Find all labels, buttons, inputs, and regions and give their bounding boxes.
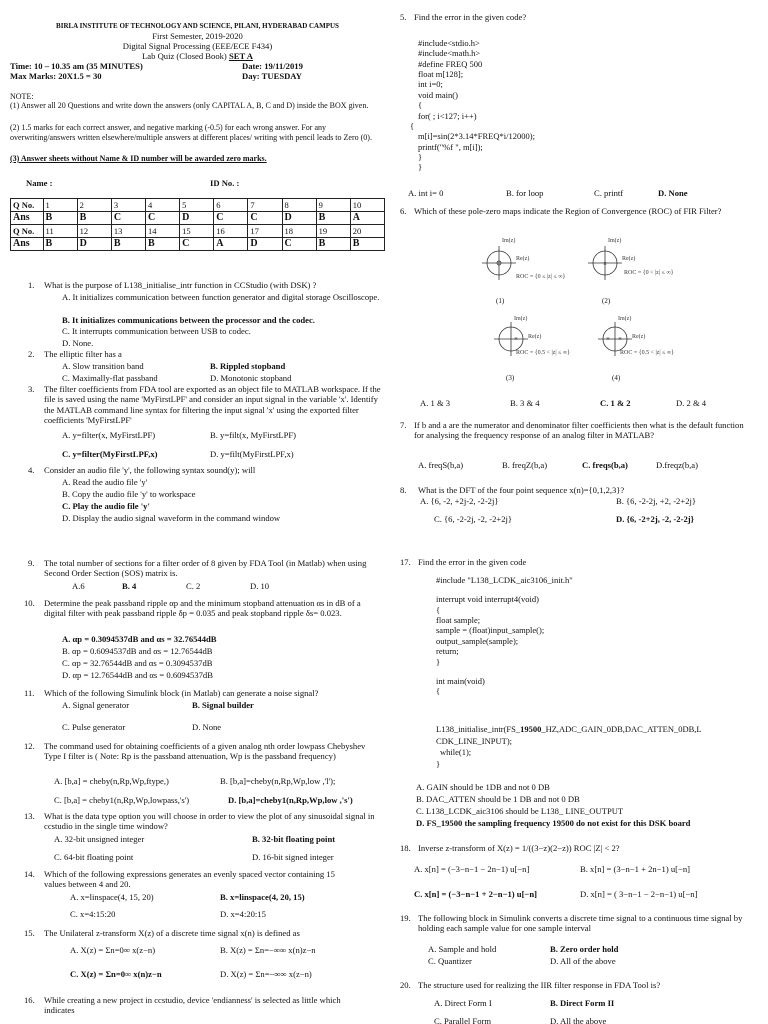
svg-text:×: × bbox=[603, 260, 607, 268]
svg-text:×: × bbox=[606, 335, 610, 343]
question-text: The Unilateral z-transform X(z) of a discrete time signal x(n) is defined as bbox=[44, 928, 300, 938]
option-d[interactable]: D. x=4:20:15 bbox=[220, 909, 266, 919]
im-label: Im(z) bbox=[618, 316, 632, 322]
answer-cell[interactable]: A bbox=[214, 238, 248, 251]
table-cell: 19 bbox=[316, 225, 350, 238]
time-line bbox=[10, 61, 385, 71]
option-a[interactable]: A. freqS(b,a) bbox=[418, 460, 464, 470]
svg-text:×: × bbox=[618, 335, 622, 343]
table-cell: 7 bbox=[248, 199, 282, 212]
answer-cell[interactable]: D bbox=[180, 212, 214, 225]
code-line: for( ; i<127; i++) bbox=[418, 110, 477, 121]
question-text: Determine the peak passband ripple αp and the minimum stopband attenuation αs in dB of a digital filter with peak passband ripple δp = 0.035 and peak stopband ripple δs= 0.023. bbox=[44, 598, 361, 619]
option-b[interactable]: B. x[n] = (3−n−1 + 2n−1) u[−n] bbox=[580, 864, 690, 874]
answer-cell[interactable]: C bbox=[145, 212, 179, 225]
option-d[interactable]: D. 2 & 4 bbox=[676, 398, 707, 408]
option-d[interactable]: D. All of the above bbox=[550, 956, 616, 966]
re-label: Re(z) bbox=[622, 256, 636, 262]
id-label: ID No. : bbox=[210, 178, 240, 188]
code-line: printf("%f ", m[i]); bbox=[418, 141, 483, 152]
date: Date: 19/11/2019 bbox=[242, 61, 303, 71]
code-block bbox=[436, 575, 573, 697]
question-text: The following block in Simulink converts a discrete time signal to a continuous time signal by holding each sample value for one sample interval bbox=[418, 913, 743, 934]
table-cell: 2 bbox=[77, 199, 111, 212]
option-c[interactable]: C. {6, -2-2j, -2, -2+2j} bbox=[434, 514, 513, 524]
option-d[interactable]: D. All the above bbox=[550, 1016, 607, 1024]
right-column: 5. Find the error in the given code? #include<stdio.h> #include<math.h> #define FREQ 500 float m[128]; int i=0; void main() { for( ; i<127; i++) { m[i]=sin(2*3.14*FREQ*i/12000); printf("%f ", m[i]); } } A. int i= 0 B. for loop C. printf D. None 6. Which of these pole-zero maps indicate the Region of Convergence (ROC) of FIR Filter? Im(z) Re(z) ROC = {0 ≤ |z| ≤ ∞} (1) × Im(z) Re(z) ROC = {0 < |z| ≤ ∞} (2) × Im(z) Re(z) ROC = {0.5 < |z| ≤ ∞} (3) × × Im(z) Re(z) ROC = {0.5 < |z| ≤ ∞} (4) A. 1 & 3 B. 3 & 4 C. 1 & 2 D. 2 & 4 7. If b and a are the numerator and denominator filter coefficients then what is the default function for analysing the frequency response of an analog filter in MATLAB? A. freqS(b,a) B. freqZ(b,a) C. freqs(b,a) D.freqz(b,a) 8. What is the DFT of the four point sequence x(n)={0,1,2,3}? A. {6, -2, +2j-2, -2-2j} B. {6, -2-2j, +2, -2+2j} C. {6, -2-2j, -2, -2+2j} D. {6, -2+2j, -2, -2-2j} 17. Find the error in the given code #include "L138_LCDK_aic3106_init.h" interrupt void interrupt4(void) { float sample; sample = (float)input_sample(); output_sample(sample); return; } int main(void) { L138_initialise_intr(FS_19500_HZ,ADC_GAIN_0DB,DAC_ATTEN_0DB,L CDK_LINE_INPUT); while(1); } A. GAIN should be 1DB and not 0 DB B. DAC_ATTEN should be 1 DB and not 0 DB C. L138_LCDK_aic3106 should be L138_ LINE_OUTPUT D. FS_19500 the sampling frequency 19500 do not exist for this DSK board 18. Inverse z-transform of X(z) = 1/((3−z)(2−z)) ROC |Z| < 2? A. x[n] = (−3−n−1 − 2n−1) u[−n] B. x[n] = (3−n−1 + 2n−1) u[−n] C. x[n] = (−3−n−1 + 2−n−1) u[−n] D. x[n] = ( 3−n−1 − 2−n−1) u[−n] 19. The following block in Simulink converts a discrete time signal to a continuous time signal by holding each sample value for one sample interval A. Sample and hold B. Zero order hold C. Quantizer D. All of the above 20. The structure used for realizing the IIR filter response in FDA Tool is? A. Direct Form I B. Direct Form II C. Parallel Form D. All the above bbox=[398, 0, 760, 1024]
option-d[interactable]: D. None bbox=[192, 722, 222, 732]
im-label: Im(z) bbox=[502, 238, 516, 244]
semester: First Semester, 2019-2020 bbox=[152, 31, 243, 41]
option-c[interactable]: C. freqs(b,a) bbox=[582, 460, 628, 470]
answer-cell[interactable]: C bbox=[214, 212, 248, 225]
option-b[interactable]: B. Zero order hold bbox=[550, 944, 619, 954]
table-cell: 6 bbox=[214, 199, 248, 212]
answer-cell[interactable]: B bbox=[111, 238, 145, 251]
option-c[interactable]: C. Maximally-flat passband bbox=[62, 373, 158, 383]
code-line: return; bbox=[436, 646, 459, 657]
im-label: Im(z) bbox=[514, 316, 528, 322]
code-line: { bbox=[436, 686, 441, 697]
code-line: #include<math.h> bbox=[418, 48, 481, 59]
option-a[interactable]: A. {6, -2, +2j-2, -2-2j} bbox=[420, 496, 499, 506]
option-a[interactable]: A. X(z) = Σn=0∞ x(z−n) bbox=[70, 945, 156, 955]
question-text: What is the DFT of the four point sequence x(n)={0,1,2,3}? bbox=[418, 485, 625, 495]
code-line: sample = (float)input_sample(); bbox=[436, 625, 545, 636]
code-line: } bbox=[436, 759, 441, 769]
question-text: Which of these pole-zero maps indicate the Region of Convergence (ROC) of FIR Filter? bbox=[414, 206, 722, 216]
option-c[interactable]: C. Play the audio file 'y' bbox=[62, 501, 150, 511]
table-cell: 1 bbox=[43, 199, 77, 212]
code-line: #include<stdio.h> bbox=[418, 38, 480, 48]
table-row bbox=[11, 225, 385, 238]
option-a[interactable]: A. It initializes communication between function generator and digital storage Oscilloscope. bbox=[62, 292, 380, 302]
answer-cell[interactable]: C bbox=[248, 212, 282, 225]
option-a[interactable]: A. Slow transition band bbox=[62, 361, 144, 371]
question-text: Find the error in the given code bbox=[418, 557, 527, 567]
table-row bbox=[11, 212, 385, 225]
answer-cell[interactable]: C bbox=[111, 212, 145, 225]
option-d[interactable]: D. 10 bbox=[250, 581, 270, 591]
option-d[interactable]: D. Monotonic stopband bbox=[210, 373, 292, 383]
question-text: What is the purpose of L138_initialise_intr function in CCStudio (with DSK) ? bbox=[44, 280, 317, 290]
set-label: SET A bbox=[228, 51, 253, 61]
question-text: Consider an audio file 'y', the following syntax sound(y); will bbox=[44, 465, 256, 475]
table-cell: 4 bbox=[145, 199, 179, 212]
roc-label-2: ROC = {0 < |z| ≤ ∞} bbox=[624, 270, 674, 276]
option-c[interactable]: C. Pulse generator bbox=[62, 722, 126, 732]
option-b[interactable]: B. αp = 0.6094537dB and αs = 12.76544dB bbox=[62, 646, 213, 656]
diagram-label-1: (1) bbox=[496, 297, 505, 305]
code-line: int i=0; bbox=[418, 79, 443, 90]
option-b[interactable]: B. 4 bbox=[122, 581, 137, 591]
time: Time: 10 – 10.35 am (35 MINUTES) bbox=[10, 61, 143, 71]
code-line: } bbox=[418, 162, 423, 173]
option-c[interactable]: C. x[n] = (−3−n−1 + 2−n−1) u[−n] bbox=[414, 889, 537, 899]
answer-cell[interactable]: D bbox=[77, 238, 111, 251]
ans-header: Ans bbox=[11, 212, 44, 225]
option-b[interactable]: B. It initializes communications between the processor and the codec. bbox=[62, 315, 315, 325]
option-b[interactable]: B. 3 & 4 bbox=[510, 398, 540, 408]
question-text: Which of the following expressions generates an evenly spaced vector containing 15 values between 4 and 20. bbox=[44, 869, 335, 890]
option-b[interactable]: B. freqZ(b,a) bbox=[502, 460, 548, 470]
option-d[interactable]: D. X(z) = Σn=−∞∞ x(z−n) bbox=[220, 969, 312, 979]
answer-cell[interactable]: D bbox=[248, 238, 282, 251]
code-line: L138_initialise_intr(FS_19500_HZ,ADC_GAIN_0DB,DAC_ATTEN_0DB,L bbox=[436, 724, 702, 734]
option-c[interactable]: C. 64-bit floating point bbox=[54, 852, 134, 862]
question-text: The total number of sections for a filter order of 8 given by FDA Tool (in Matlab) when using Second Order Section (SOS) matrix is. bbox=[44, 558, 367, 579]
question-text: The command used for obtaining coefficients of a given analog nth order lowpass Chebyshev Type I filter is ( Note: Rp is the passband attenuation, Wp is the passband frequency) bbox=[44, 741, 366, 762]
diagram-label-3: (3) bbox=[506, 374, 515, 382]
code-line bbox=[436, 585, 573, 594]
quiz-title: Lab Quiz (Closed Book) SET A bbox=[142, 51, 253, 61]
course-title: Digital Signal Processing (EEE/ECE F434) bbox=[122, 41, 273, 51]
table-cell: 9 bbox=[316, 199, 350, 212]
answer-cell[interactable]: B bbox=[145, 238, 179, 251]
option-a[interactable]: A. 32-bit unsigned integer bbox=[54, 834, 145, 844]
left-column: BIRLA INSTITUTE OF TECHNOLOGY AND SCIENCE, PILANI, HYDERABAD CAMPUS First Semester, 2019-2020 Digital Signal Processing (EEE/ECE F434) Lab Quiz (Closed Book) SET A Time: 10 – 10.35 am (35 MINUTES) Date: 19/11/2019 Max Marks: 20X1.5 = 30 Day: TUESDAY NOTE: (1) Answer all 20 Questions and write down the answers (only CAPITAL A, B, C and D) inside the BOX given. (2) 1.5 marks for each correct answer, and negative marking (-0.5) for each wrong answer. For any overwriting/answers written elsewhere/multiple answers at different places/ writing with pencil leads to Zero (0). (3) Answer sheets without Name & ID number will be awarded zero marks. Name : ID No. : Q No. 1 2 3 4 5 6 7 8 9 10 Ans B B C C D C C D B A Q No. 11 12 13 14 15 16 17 18 19 20 Ans B D B B C A D C B B 1. What is the purpose of L138_initialise_intr function in CCStudio (with DSK) ? A. It initializes communication between function generator and digital storage Oscilloscope. B. It initializes communications between the processor and the codec. C. It interrupts communication between USB to codec. D. None. 2. The elliptic filter has a A. Slow transition band B. Rippled stopband C. Maximally-flat passband D. Monotonic stopband 3. The filter coefficients from FDA tool are exported as an object file to MATLAB workspace. If the file is saved using the name 'MyFirstLPF' and consider an input signal in the variable 'x'. Identify the MATLAB command line syntax for filtering the input signal 'x' using the exported filter coefficients 'MyFirstLPF' A. y=filter(x, MyFirstLPF) B. y=filt(x, MyFirstLPF) C. y=filter(MyFirstLPF,x) D. y=filt(MyFirstLPF,x) 4. Consider an audio file 'y', the following syntax sound(y); will A. Read the audio file 'y' B. Copy the audio file 'y' to workspace C. Play the audio file 'y' D. Display the audio signal waveform in the command window 9. The total number of sections for a filter order of 8 given by FDA Tool (in Matlab) when using Second Order Section (SOS) matrix is. A.6 B. 4 C. 2 D. 10 10. Determine the peak passband ripple αp and the minimum stopband attenuation αs in dB of a digital filter with peak passband ripple δp = 0.035 and peak stopband ripple δs= 0.023. A. αp = 0.3094537dB and αs = 32.76544dB B. αp = 0.6094537dB and αs = 12.76544dB C. αp = 32.76544dB and αs = 0.3094537dB D. αp = 12.76544dB and αs = 0.6094537dB 11. Which of the following Simulink block (in Matlab) can generate a noise signal? A. Signal generator B. Signal builder C. Pulse generator D. None 12. The command used for obtaining coefficients of a given analog nth order lowpass Chebyshev Type I filter is ( Note: Rp is the passband attenuation, Wp is the passband frequency) A. [b,a] = cheby(n,Rp,Wp,ftype,) B. [b,a]=cheby(n,Rp,Wp,low ,'l'); C. [b,a] = cheby1(n,Rp,Wp,lowpass,'s') D. [b,a]=cheby1(n,Rp,Wp,low ,'s') 13. What is the data type option you will choose in order to view the plot of any sinusoidal signal in ccstudio in the single time window? A. 32-bit unsigned integer B. 32-bit floating point C. 64-bit floating point D. 16-bit signed integer 14. Which of the following expressions generates an evenly spaced vector containing 15 values between 4 and 20. A. x=linspace(4, 15, 20) B. x=linspace(4, 20, 15) C. x=4:15:20 D. x=4:20:15 15. The Unilateral z-transform X(z) of a discrete time signal x(n) is defined as A. X(z) = Σn=0∞ x(z−n) B. X(z) = Σn=−∞∞ x(n)z−n C. X(z) = Σn=0∞ x(n)z−n D. X(z) = Σn=−∞∞ x(z−n) 16. While creating a new project in ccstudio, device 'endianness' is selected as little which indicates bbox=[10, 0, 385, 1024]
answer-cell[interactable]: B bbox=[350, 238, 384, 251]
code-line: CDK_LINE_INPUT); bbox=[436, 736, 513, 746]
option-b[interactable]: B. Copy the audio file 'y' to workspace bbox=[62, 489, 196, 499]
code-line: { bbox=[436, 604, 441, 615]
option-a[interactable]: A. αp = 0.3094537dB and αs = 32.76544dB bbox=[62, 634, 217, 644]
pole-zero-plot-1 bbox=[482, 246, 516, 280]
option-d[interactable]: D.freqz(b,a) bbox=[656, 460, 698, 470]
qno-header: Q No. bbox=[11, 225, 44, 238]
table-cell: 16 bbox=[214, 225, 248, 238]
option-d[interactable]: D. [b,a]=cheby1(n,Rp,Wp,low ,'s') bbox=[228, 795, 353, 805]
roc-label-3: ROC = {0.5 < |z| ≤ ∞} bbox=[516, 350, 570, 356]
code-line: int main(void) bbox=[436, 675, 485, 686]
option-c[interactable]: C. It interrupts communication between USB to codec. bbox=[62, 326, 251, 336]
code-line: output_sample(sample); bbox=[436, 635, 519, 646]
table-cell: 18 bbox=[282, 225, 316, 238]
option-a[interactable]: A. int i= 0 bbox=[408, 188, 444, 198]
option-b[interactable]: B. X(z) = Σn=−∞∞ x(n)z−n bbox=[220, 945, 316, 955]
option-b[interactable]: B. 32-bit floating point bbox=[252, 834, 336, 844]
answer-cell[interactable]: B bbox=[316, 212, 350, 225]
question-text: The elliptic filter has a bbox=[44, 349, 122, 359]
option-d[interactable]: D. 16-bit signed integer bbox=[252, 852, 334, 862]
code-line: float sample; bbox=[436, 615, 481, 626]
qno-header: Q No. bbox=[11, 199, 44, 212]
answer-cell[interactable]: B bbox=[316, 238, 350, 251]
table-cell: 15 bbox=[180, 225, 214, 238]
table-cell: 12 bbox=[77, 225, 111, 238]
option-c[interactable]: C. αp = 32.76544dB and αs = 0.3094537dB bbox=[62, 658, 213, 668]
table-cell: 14 bbox=[145, 225, 179, 238]
code-line: { bbox=[418, 100, 423, 111]
code-line: float m[128]; bbox=[418, 69, 464, 80]
option-c[interactable]: C. [b,a] = cheby1(n,Rp,Wp,lowpass,'s') bbox=[54, 795, 190, 805]
marks-line bbox=[10, 71, 385, 81]
note-3: (3) Answer sheets without Name & ID number will be awarded zero marks. bbox=[10, 154, 267, 163]
note-2: (2) 1.5 marks for each correct answer, and negative marking (-0.5) for each wrong answer. For any overwriting/answers written elsewhere/multiple answers at different places/ writing with pencil leads to Zero (0). bbox=[10, 123, 372, 142]
day: Day: TUESDAY bbox=[242, 71, 302, 81]
option-c[interactable]: C. X(z) = Σn=0∞ x(n)z−n bbox=[70, 969, 162, 979]
option-c[interactable]: C. printf bbox=[594, 188, 624, 198]
code-line: } bbox=[418, 151, 423, 162]
diagram-label-2: (2) bbox=[602, 297, 611, 305]
option-b[interactable]: B. for loop bbox=[506, 188, 544, 198]
option-d[interactable]: D. None. bbox=[62, 338, 94, 348]
ans-header: Ans bbox=[11, 238, 44, 251]
table-cell: 17 bbox=[248, 225, 282, 238]
question-text: While creating a new project in ccstudio, device 'endianness' is selected as little which indicates bbox=[44, 995, 341, 1016]
code-line: #define FREQ 500 bbox=[418, 58, 483, 69]
option-a[interactable]: A.6 bbox=[72, 581, 85, 591]
option-d[interactable]: D. αp = 12.76544dB and αs = 0.6094537dB bbox=[62, 670, 213, 680]
name-label: Name : bbox=[26, 178, 53, 188]
code-line bbox=[436, 667, 573, 676]
option-b[interactable]: B. y=filt(x, MyFirstLPF) bbox=[210, 430, 297, 440]
option-a[interactable]: A. x[n] = (−3−n−1 − 2n−1) u[−n] bbox=[414, 864, 530, 874]
option-b[interactable]: B. Direct Form II bbox=[550, 998, 615, 1008]
note-1: (1) Answer all 20 Questions and write down the answers (only CAPITAL A, B, C and D) inside the BOX given. bbox=[10, 101, 369, 110]
option-c[interactable]: C. 1 & 2 bbox=[600, 398, 631, 408]
diagram-label-4: (4) bbox=[612, 374, 621, 382]
option-a[interactable]: A. Signal generator bbox=[62, 700, 130, 710]
option-d[interactable]: D. y=filt(MyFirstLPF,x) bbox=[210, 449, 294, 459]
answer-cell[interactable]: D bbox=[282, 212, 316, 225]
pole-zero-plot-2 bbox=[588, 246, 622, 280]
code-line: } bbox=[436, 656, 441, 667]
option-b[interactable]: B. {6, -2-2j, +2, -2+2j} bbox=[616, 496, 697, 506]
table-cell: 8 bbox=[282, 199, 316, 212]
max-marks: Max Marks: 20X1.5 = 30 bbox=[10, 71, 102, 81]
answer-cell[interactable]: B bbox=[43, 238, 77, 251]
option-b[interactable]: B. Rippled stopband bbox=[210, 361, 286, 371]
option-a[interactable]: A. x=linspace(4, 15, 20) bbox=[70, 892, 154, 902]
roc-label-1: ROC = {0 ≤ |z| ≤ ∞} bbox=[516, 274, 566, 280]
option-a[interactable]: A. Direct Form I bbox=[434, 998, 492, 1008]
table-cell: 11 bbox=[43, 225, 77, 238]
option-c[interactable]: C. x=4:15:20 bbox=[70, 909, 116, 919]
table-cell: 5 bbox=[180, 199, 214, 212]
option-c[interactable]: C. y=filter(MyFirstLPF,x) bbox=[62, 449, 158, 459]
option-b[interactable]: B. x=linspace(4, 20, 15) bbox=[220, 892, 305, 902]
code-line: interrupt void interrupt4(void) bbox=[436, 594, 539, 605]
option-c[interactable]: C. Quantizer bbox=[428, 956, 472, 966]
option-d[interactable]: D. {6, -2+2j, -2, -2-2j} bbox=[616, 514, 695, 524]
re-label: Re(z) bbox=[516, 256, 530, 262]
code-block bbox=[410, 38, 535, 173]
option-d[interactable]: D. None bbox=[658, 188, 688, 198]
code-line: while(1); bbox=[440, 747, 472, 757]
option-d[interactable]: D. Display the audio signal waveform in the command window bbox=[62, 513, 281, 523]
option-c[interactable]: C. Parallel Form bbox=[434, 1016, 492, 1024]
answer-cell[interactable]: C bbox=[282, 238, 316, 251]
question-text: The filter coefficients from FDA tool are exported as an object file to MATLAB workspace. If the file is saved using the name 'MyFirstLPF' and consider an input signal in the variable 'x'. Identify the MATLAB command line syntax for filtering the input signal 'x' using the exported filter coefficients 'MyFirstLPF' bbox=[44, 384, 381, 426]
table-row bbox=[11, 199, 385, 212]
note-title: NOTE: bbox=[10, 92, 34, 101]
option-c[interactable]: C. 2 bbox=[186, 581, 201, 591]
table-cell: 20 bbox=[350, 225, 384, 238]
roc-label-4: ROC = {0.5 < |z| ≤ ∞} bbox=[620, 350, 674, 356]
question-text: What is the data type option you will choose in order to view the plot of any sinusoidal signal in ccstudio in the single time window? bbox=[44, 811, 375, 832]
table-cell: 3 bbox=[111, 199, 145, 212]
answer-cell[interactable]: B bbox=[77, 212, 111, 225]
option-d[interactable]: D. x[n] = ( 3−n−1 − 2−n−1) u[−n] bbox=[580, 889, 698, 899]
option-a[interactable]: A. Sample and hold bbox=[428, 944, 497, 954]
institute-name: BIRLA INSTITUTE OF TECHNOLOGY AND SCIENCE, PILANI, HYDERABAD CAMPUS bbox=[56, 22, 339, 30]
option-a[interactable]: A. 1 & 3 bbox=[420, 398, 451, 408]
option-a[interactable]: A. GAIN should be 1DB and not 0 DB bbox=[416, 782, 550, 792]
table-cell: 10 bbox=[350, 199, 384, 212]
option-a[interactable]: A. Read the audio file 'y' bbox=[62, 477, 148, 487]
answer-cell[interactable]: C bbox=[180, 238, 214, 251]
question-text: Find the error in the given code? bbox=[414, 12, 527, 22]
im-label: Im(z) bbox=[608, 238, 622, 244]
question-text: Inverse z-transform of X(z) = 1/((3−z)(2−z)) ROC |Z| < 2? bbox=[418, 843, 620, 853]
option-c[interactable]: C. L138_LCDK_aic3106 should be L138_ LINE_OUTPUT bbox=[416, 806, 624, 816]
code-line: { bbox=[410, 120, 415, 131]
re-label: Re(z) bbox=[528, 334, 542, 340]
svg-text:×: × bbox=[514, 335, 518, 343]
question-text: The structure used for realizing the IIR filter response in FDA Tool is? bbox=[418, 980, 661, 990]
option-a[interactable]: A. [b,a] = cheby(n,Rp,Wp,ftype,) bbox=[54, 776, 169, 786]
re-label: Re(z) bbox=[632, 334, 646, 340]
answer-cell[interactable]: B bbox=[43, 212, 77, 225]
option-b[interactable]: B. Signal builder bbox=[192, 700, 254, 710]
answer-table bbox=[10, 198, 385, 251]
code-line: m[i]=sin(2*3.14*FREQ*i/12000); bbox=[418, 131, 535, 142]
option-d[interactable]: D. FS_19500 the sampling frequency 19500 do not exist for this DSK board bbox=[416, 818, 691, 828]
question-text: Which of the following Simulink block (in Matlab) can generate a noise signal? bbox=[44, 688, 319, 698]
table-cell: 13 bbox=[111, 225, 145, 238]
code-line: #include "L138_LCDK_aic3106_init.h" bbox=[436, 575, 573, 585]
table-row bbox=[11, 238, 385, 251]
option-b[interactable]: B. DAC_ATTEN should be 1 DB and not 0 DB bbox=[416, 794, 580, 804]
question-text: If b and a are the numerator and denominator filter coefficients then what is the default function for analysing the frequency response of an analog filter in MATLAB? bbox=[414, 420, 744, 441]
option-a[interactable]: A. y=filter(x, MyFirstLPF) bbox=[62, 430, 156, 440]
code-line: void main() bbox=[418, 89, 458, 100]
answer-cell[interactable]: A bbox=[350, 212, 384, 225]
option-b[interactable]: B. [b,a]=cheby(n,Rp,Wp,low ,'l'); bbox=[220, 776, 336, 786]
